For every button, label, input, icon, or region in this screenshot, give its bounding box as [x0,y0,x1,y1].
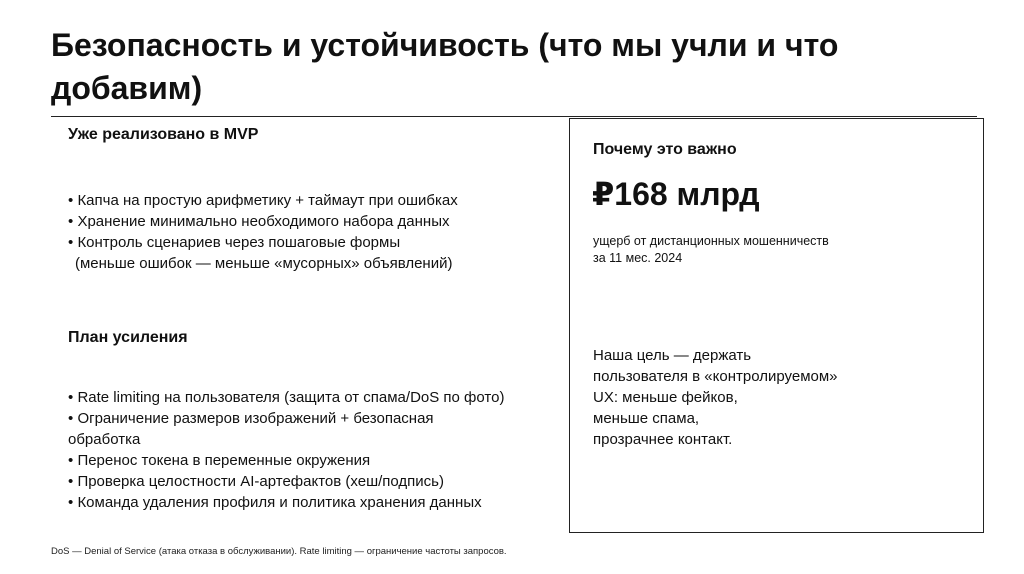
goal-line: UX: меньше фейков, [593,389,738,406]
slide-title: Безопасность и устойчивость (что мы учли и что добавим) [51,27,839,106]
list-item-text: Ограничение размеров изображений + безопасная обработка [68,410,434,448]
bullet-icon: • [68,410,74,427]
list-item [68,408,478,450]
bullet-icon: • [68,473,74,490]
goal-line: прозрачнее контакт. [593,431,733,448]
list-item [68,450,538,471]
implemented-heading: Уже реализовано в MVP [68,126,259,143]
goal-line: Наша цель — держать [593,347,752,364]
why-card-heading: Почему это важно [593,141,737,158]
list-item-text: Перенос токена в переменные окружения [77,452,371,469]
goal-text [593,345,923,450]
list-item-continuation: (меньше ошибок — меньше «мусорных» объявлений) [75,255,453,272]
list-item-text: Хранение минимально необходимого набора данных [77,213,450,230]
bullet-icon: • [68,389,74,406]
plan-list [68,387,538,513]
list-item [68,492,538,513]
title-divider [51,116,977,117]
footnote: DoS — Denial of Service (атака отказа в обслуживании). Rate limiting — ограничение частоты запросов. [51,546,507,557]
why-card [569,118,984,533]
bullet-icon: • [68,494,74,511]
bullet-icon: • [68,452,74,469]
bullet-icon: • [68,213,74,230]
list-item [68,232,458,274]
goal-line: меньше спама, [593,410,700,427]
list-item [68,190,458,211]
list-item [68,211,458,232]
list-item-text: Капча на простую арифметику + таймаут при ошибках [77,192,458,209]
list-item-text: Контроль сценариев через пошаговые формы [77,234,401,251]
damage-stat: ₽168 млрд [592,176,760,212]
damage-stat-caption: ущерб от дистанционных мошенничеств за 11 мес. 2024 [593,234,829,265]
plan-heading: План усиления [68,329,188,346]
list-item-text: Команда удаления профиля и политика хранения данных [77,494,482,511]
bullet-icon: • [68,192,74,209]
list-item [68,387,538,408]
list-item-text: Rate limiting на пользователя (защита от спама/DoS по фото) [77,389,505,406]
list-item-text: Проверка целостности AI-артефактов (хеш/подпись) [77,473,444,490]
implemented-list [68,190,458,274]
list-item [68,471,538,492]
bullet-icon: • [68,234,74,251]
goal-line: пользователя в «контролируемом» [593,368,838,385]
